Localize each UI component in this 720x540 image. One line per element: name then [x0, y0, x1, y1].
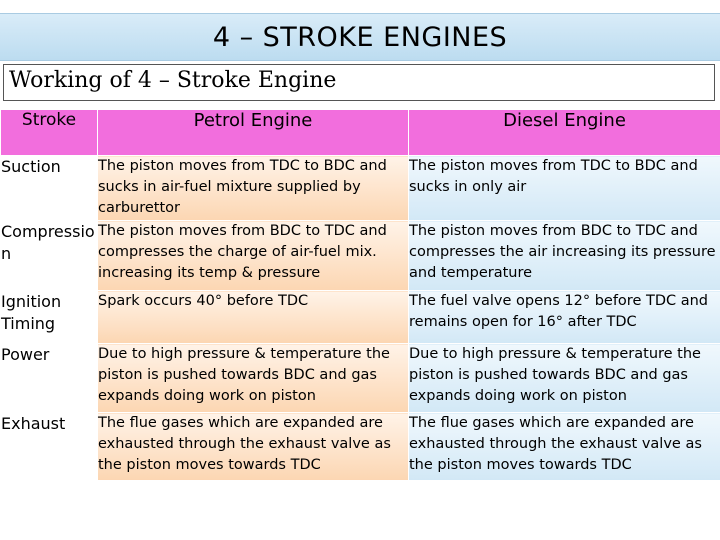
petrol-cell: Due to high pressure & temperature the piston is pushed towards BDC and gas expands doing work on piston: [98, 344, 409, 413]
diesel-cell: The piston moves from TDC to BDC and sucks in only air: [409, 156, 720, 221]
header-stroke: Stroke: [1, 110, 98, 156]
petrol-cell: The flue gases which are expanded are exhausted through the exhaust valve as the piston moves towards TDC: [98, 413, 409, 481]
petrol-cell: The piston moves from TDC to BDC and sucks in air-fuel mixture supplied by carburettor: [98, 156, 409, 221]
stroke-cell: Exhaust: [1, 413, 98, 481]
table-row: [1, 291, 720, 344]
table-row: [1, 221, 720, 291]
petrol-cell: The piston moves from BDC to TDC and compresses the charge of air-fuel mix. increasing its temp & pressure: [98, 221, 409, 291]
stroke-cell: Ignition Timing: [1, 291, 98, 344]
stroke-cell: Power: [1, 344, 98, 413]
table-row: [1, 156, 720, 221]
comparison-table: [0, 109, 720, 481]
subtitle-box: [3, 64, 715, 101]
diesel-cell: Due to high pressure & temperature the piston is pushed towards BDC and gas expands doing work on piston: [409, 344, 720, 413]
diesel-cell: The flue gases which are expanded are exhausted through the exhaust valve as the piston moves towards TDC: [409, 413, 720, 481]
header-diesel-engine: Diesel Engine: [409, 110, 720, 156]
table-row: [1, 413, 720, 481]
diesel-cell: The fuel valve opens 12° before TDC and remains open for 16° after TDC: [409, 291, 720, 344]
table-header-row: [1, 110, 720, 156]
title-banner: [0, 13, 720, 61]
table-row: [1, 344, 720, 413]
diesel-cell: The piston moves from BDC to TDC and compresses the air increasing its pressure and temperature: [409, 221, 720, 291]
stroke-cell: Compression: [1, 221, 98, 291]
page-title: 4 – STROKE ENGINES: [212, 21, 508, 53]
header-petrol-engine: Petrol Engine: [98, 110, 409, 156]
petrol-cell: Spark occurs 40° before TDC: [98, 291, 409, 344]
stroke-cell: Suction: [1, 156, 98, 221]
page-subtitle: Working of 4 – Stroke Engine: [9, 68, 337, 93]
